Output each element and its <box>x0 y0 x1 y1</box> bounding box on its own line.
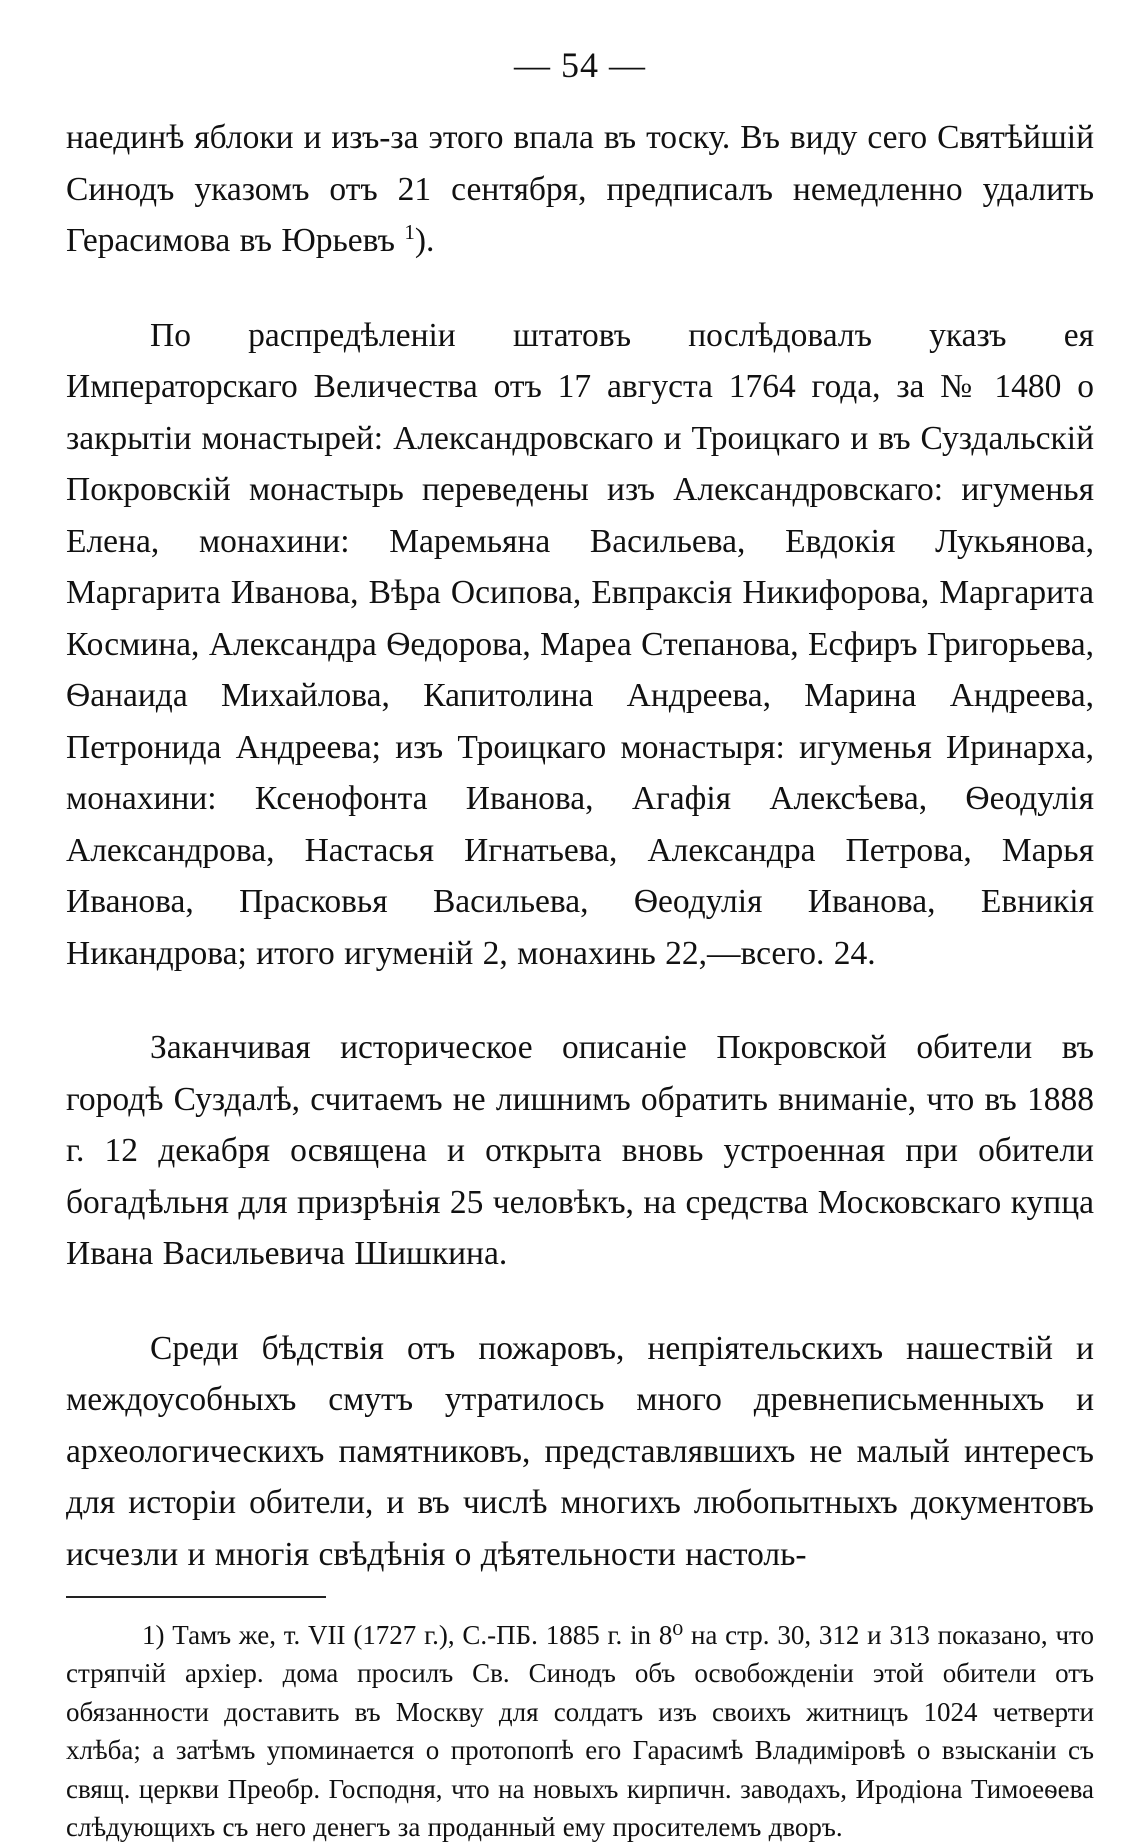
footnote-text: 1) Тамъ же, т. VII (1727 г.), С.-ПБ. 1885 г. in 8⁰ на стр. 30, 312 и 313 показано, что стряпчій архіер. дома просилъ Св. Синодъ объ освобожденіи этой обители отъ обязанности доставить въ Москву для солдатъ изъ своихъ житницъ 1024 четверти хлѣба; а затѣмъ упоминается о протопопѣ его Гарасимѣ Владиміровѣ о взысканіи съ свящ. церкви Преобр. Господня, что на новыхъ кирпичн. заводахъ, Иродіона Тимоеѳева слѣдующихъ съ него денегъ за проданный ему просителемъ дворъ. <box>66 1620 1094 1843</box>
footnote-reference: 1 <box>404 219 415 244</box>
paragraph-lost-documents: Среди бѣдствія отъ пожаровъ, непріятельскихъ нашествій и междоусобныхъ смутъ утратилось много древнеписьменныхъ и археологическихъ памятниковъ, представлявшихъ не малый интересъ для исторіи обители, и въ числѣ многихъ любопытныхъ документовъ исчезли и многія свѣдѣнія о дѣятельности настоль- <box>66 1329 1094 1573</box>
paragraph-continued-text <box>66 112 1094 267</box>
footnote-divider <box>66 1596 326 1598</box>
page-number: — 54 — <box>514 45 646 85</box>
paragraph-1-end: ). <box>414 222 435 259</box>
paragraph-staff-distribution: По распредѣленіи штатовъ послѣдовалъ указъ ея Императорскаго Величества отъ 17 августа 1764 года, за № 1480 о закрытіи монастырей: Александровскаго и Троицкаго и въ Суздальскій Покровскій монастырь переведены изъ Александровскаго: игуменья Елена, монахини: Маремьяна Васильева, Евдокія Лукьянова, Маргарита Иванова, Вѣра Осипова, Евпраксія Никифорова, Маргарита Космина, Александра Ѳедорова, Мареа Степанова, Есфиръ Григорьева, Ѳанаида Михайлова, Капитолина Андреева, Марина Андреева, Петронида Андреева; изъ Троицкаго монастыря: игуменья Иринарха, монахини: Ксенофонта Иванова, Агафія Алексѣева, Ѳеодулія Александрова, Настасья Игнатьева, Александра Петрова, Марья Иванова, Прасковья Васильева, Ѳеодулія Иванова, Евникія Никандрова; итого игуменій 2, монахинь 22,—всего. 24. <box>66 316 1094 972</box>
paragraph-1-text: наединѣ яблоки и изъ-за этого впала въ тоску. Въ виду сего Святѣйшій Синодъ указомъ отъ 21 сентября, предписалъ немедленно удалить Герасимова въ Юрьевъ <box>66 119 1094 259</box>
book-page <box>66 36 1094 1843</box>
paragraph-almshouse: Заканчивая историческое описаніе Покровской обители въ городѣ Суздалѣ, считаемъ не лишнимъ обратить вниманіе, что въ 1888 г. 12 декабря освящена и открыта вновь устроенная при обители богадѣльня для призрѣнія 25 человѣкъ, на средства Московскаго купца Ивана Васильевича Шишкина. <box>66 1029 1094 1272</box>
